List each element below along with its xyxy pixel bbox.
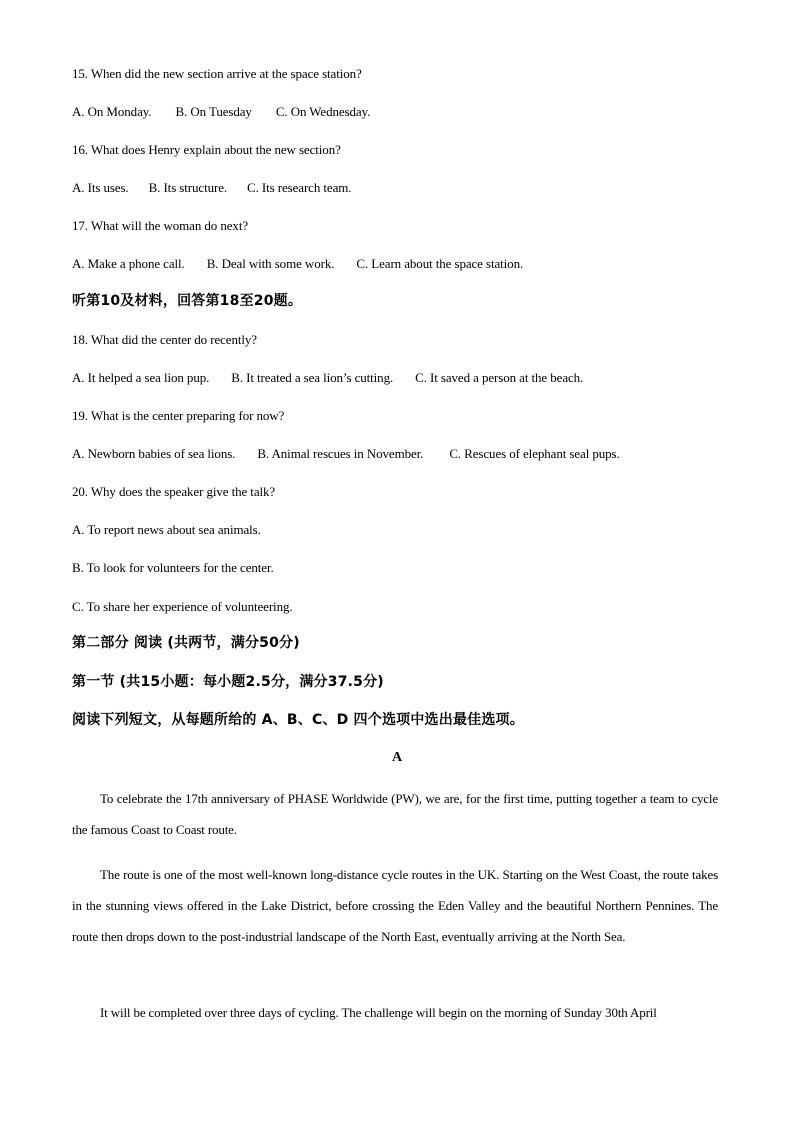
option-b: B. Deal with some work. [206, 256, 335, 271]
question-20: 20. Why does the speaker give the talk? [72, 484, 276, 499]
section-heading-reading: 第一节 (共15小题：每小题2.5分，满分37.5分) [72, 674, 384, 690]
question-20-option-c: C. To share her experience of volunteering. [72, 599, 293, 614]
question-15: 15. When did the new section arrive at the space station? [72, 66, 362, 81]
question-18-options [72, 370, 583, 386]
option-c: C. On Wednesday. [275, 104, 371, 119]
passage-paragraph-2: The route is one of the most well-known long-distance cycle routes in the UK. Starting on the West Coast, the route takes in the stunning views offered in the Lake District, before crossing the Eden Valley and the beautiful Northern Pennines. The route then drops down to the post-industrial landscape of the North East, eventually arriving at the North Sea. [72, 867, 718, 944]
passage-letter: A [391, 750, 403, 765]
option-c: C. Learn about the space station. [356, 256, 524, 271]
option-b: B. On Tuesday [175, 104, 252, 119]
option-a: A. Make a phone call. [72, 256, 185, 271]
reading-instruction: 阅读下列短文，从每题所给的 A、B、C、D 四个选项中选出最佳选项。 [72, 712, 524, 728]
option-a: A. Its uses. [72, 180, 129, 195]
option-b: B. Animal rescues in November. [257, 446, 424, 461]
option-a: A. Newborn babies of sea lions. [72, 446, 236, 461]
question-16-options [72, 180, 351, 196]
question-19-options [72, 446, 620, 462]
passage-paragraph-3: It will be completed over three days of cycling. The challenge will begin on the morning of Sunday 30th April [100, 1005, 657, 1020]
option-a: A. It helped a sea lion pup. [72, 370, 210, 385]
question-17: 17. What will the woman do next? [72, 218, 248, 233]
passage-paragraph-1: To celebrate the 17th anniversary of PHASE Worldwide (PW), we are, for the first time, putting together a team to cycle the famous Coast to Coast route. [72, 791, 718, 837]
part-heading-reading: 第二部分 阅读 (共两节，满分50分) [72, 635, 300, 651]
option-b: B. Its structure. [148, 180, 228, 195]
question-16: 16. What does Henry explain about the new section? [72, 142, 341, 157]
question-15-options [72, 104, 370, 120]
section-heading-listening: 听第10及材料，回答第18至20题。 [72, 293, 303, 309]
option-a: A. On Monday. [72, 104, 152, 119]
question-20-option-b: B. To look for volunteers for the center. [72, 560, 274, 575]
question-18: 18. What did the center do recently? [72, 332, 257, 347]
option-c: C. Its research team. [247, 180, 352, 195]
question-19: 19. What is the center preparing for now? [72, 408, 285, 423]
option-c: C. It saved a person at the beach. [415, 370, 584, 385]
option-c: C. Rescues of elephant seal pups. [449, 446, 620, 461]
question-17-options [72, 256, 523, 272]
option-b: B. It treated a sea lion’s cutting. [231, 370, 394, 385]
question-20-option-a: A. To report news about sea animals. [72, 522, 261, 537]
